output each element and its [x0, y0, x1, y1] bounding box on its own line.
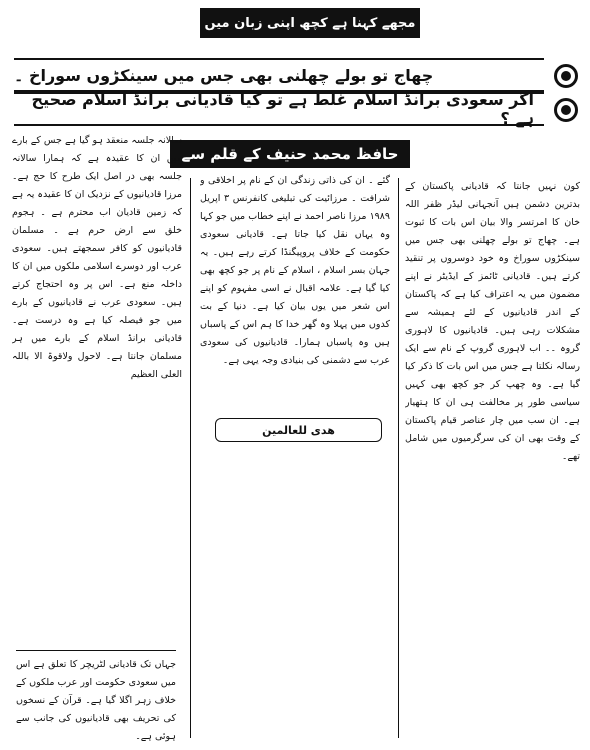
- headline-2: اگر سعودی برانڈ اسلام غلط ہے تو کیا قادیانی برانڈ اسلام صحیح ہے ؟: [14, 92, 544, 126]
- side-note: [16, 656, 176, 742]
- column-right-text: کون نہیں جانتا کہ قادیانی پاکستان کے بدترین دشمن ہیں آنجہانی لیڈر ظفر اللہ خان کا امرتسر والا بیان اس بات کا ثبوت ہے۔ چھاج تو بولے چھلنی بھی جس میں سینکڑوں سوراخ وہ خود دوسروں پر تنقید کرتے ہیں۔ قادیانی ٹائمز کے ایڈیٹر نے اپنے مضمون میں یہ اعتراف کیا ہے کہ پاکستان کے اندر قادیانیوں کے لئے ہمیشہ سے مشکلات رہی ہیں۔ قادیانیوں کا لاہوری گروہ ۔۔ اب لاہوری گروپ کے نام سے ایک رسالہ نکلتا ہے جس میں اس بات کا ذکر کیا گیا ہے۔ وہ چھپ کر جو کچھ بھی کہیں سیاسی طور پر مخالفت ہی ان کا ہتھیار ہے۔ ان سب میں چار عناصر قیام پاکستان کے وقت بھی ان کی سرگرمیوں میں شامل تھے۔: [405, 181, 580, 462]
- column-divider: [398, 178, 399, 738]
- column-right: [405, 178, 580, 738]
- headline-1: چھاج تو بولے چھلنی بھی جس میں سینکڑوں سوراخ ۔: [14, 58, 544, 92]
- column-middle: [200, 172, 390, 738]
- column-divider: [190, 178, 191, 738]
- column-left-text: سالانہ جلسہ منعقد ہو گیا ہے جس کے بارے میں ان کا عقیدہ ہے کہ ہمارا سالانہ جلسہ بھی در اصل ایک طرح کا حج ہے۔ مرزا قادیانیوں کے نزدیک ان کا عقیدہ یہ ہے کہ زمین قادیان اب محترم ہے ۔ ہجوم خلق سے ارض حرم ہے ۔ مسلمان قادیانیوں کو کافر سمجھتے ہیں۔ سعودی عرب اور دوسرے اسلامی ملکوں میں ان کا داخلہ منع ہے۔ اس پر وہ احتجاج کرتے ہیں۔ سعودی عرب نے قادیانیوں کے بارے میں جو فیصلہ کیا ہے وہ درست ہے۔ قادیانی برانڈ اسلام کے بارے میں ہر مسلمان جانتا ہے۔ لاحول ولاقوۃ الا باللہ العلی العظیم: [12, 135, 182, 380]
- bullet-icon: [554, 98, 578, 122]
- column-middle-text: گئے ۔ ان کی ذاتی زندگی ان کے نام پر اخلاقی و شرافت ۔ مرزائیت کی تبلیغی کانفرنس ٣ اپریل ١٩٨٩ مرزا ناصر احمد نے اپنے خطاب میں جو کہا وہ یہاں نقل کیا جاتا ہے۔ قادیانی سعودی حکومت کے خلاف پروپیگنڈا کرتے رہے ہیں۔ یہ جہان بسر اسلام ، اسلام کے نام پر جو کچھ بھی کیا گیا ہے۔ علامہ اقبال نے اسی مفہوم کو اپنے اس شعر میں یوں بیان کیا ہے۔ دنیا کے بت کدوں میں پہلا وہ گھر خدا کا ہم اس کے پاسباں ہیں وہ پاسباں ہمارا۔ قادیانیوں کی سعودی عرب سے دشمنی کی بنیادی وجہ یہی ہے۔: [200, 175, 390, 366]
- side-divider: [16, 650, 176, 651]
- bullet-icon: [554, 64, 578, 88]
- column-left: [12, 132, 182, 732]
- author-byline: حافظ محمد حنیف کے قلم سے: [170, 140, 410, 168]
- quote-box: ھدی للعالمین: [215, 418, 382, 442]
- side-note-text: جہاں تک قادیانی لٹریچر کا تعلق ہے اس میں سعودی حکومت اور عرب ملکوں کے خلاف زہر اگلا گیا ہے۔ قرآن کے نسخوں کی تحریف بھی قادیانیوں کی جانب سے ہوئی ہے۔: [16, 659, 176, 742]
- section-banner: مجھے کہنا ہے کچھ اپنی زبان میں: [200, 8, 420, 38]
